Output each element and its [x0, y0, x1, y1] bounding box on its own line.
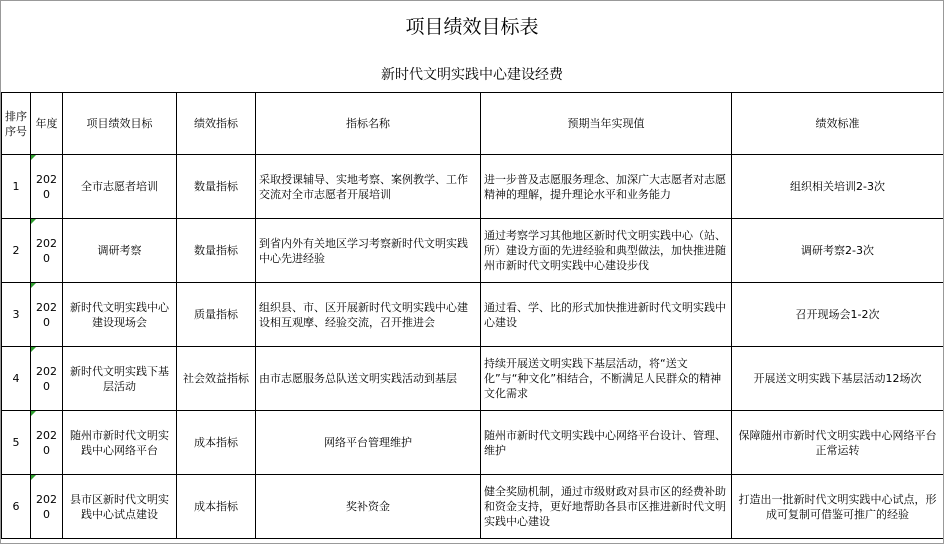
cell-goal[interactable]: 随州市新时代文明实践中心网络平台 [63, 411, 177, 475]
cell-no[interactable]: 6 [2, 475, 31, 539]
green-triangle-icon [31, 475, 36, 480]
green-triangle-icon [31, 219, 36, 224]
cell-no[interactable]: 4 [2, 347, 31, 411]
header-goal[interactable]: 项目绩效目标 [63, 93, 177, 155]
cell-standard[interactable]: 组织相关培训2-3次 [732, 155, 944, 219]
cell-year[interactable] [31, 347, 63, 411]
cell-no[interactable]: 1 [2, 155, 31, 219]
cell-year[interactable] [31, 283, 63, 347]
cell-name[interactable]: 组织县、市、区开展新时代文明实践中心建设相互观摩、经验交流，召开推进会 [256, 283, 481, 347]
cell-no[interactable]: 3 [2, 283, 31, 347]
cell-expected[interactable]: 健全奖励机制，通过市级财政对县市区的经费补助和资金支持，更好地帮助各县市区推进新时代文明实践中心建设 [481, 475, 732, 539]
cell-name[interactable]: 到省内外有关地区学习考察新时代文明实践中心先进经验 [256, 219, 481, 283]
table-row [2, 475, 944, 539]
green-triangle-icon [31, 155, 36, 160]
header-no[interactable]: 排序序号 [2, 93, 31, 155]
cell-standard[interactable]: 保障随州市新时代文明实践中心网络平台正常运转 [732, 411, 944, 475]
cell-goal[interactable]: 县市区新时代文明实践中心试点建设 [63, 475, 177, 539]
cell-year[interactable] [31, 475, 63, 539]
header-row [2, 93, 944, 155]
year-value: 2020 [36, 236, 57, 265]
header-name[interactable]: 指标名称 [256, 93, 481, 155]
table-row [2, 283, 944, 347]
performance-table [1, 92, 944, 539]
cell-indicator[interactable]: 成本指标 [177, 411, 256, 475]
cell-expected[interactable]: 进一步普及志愿服务理念、加深广大志愿者对志愿精神的理解，提升理论水平和业务能力 [481, 155, 732, 219]
cell-name[interactable]: 采取授课辅导、实地考察、案例教学、工作交流对全市志愿者开展培训 [256, 155, 481, 219]
year-value: 2020 [36, 364, 57, 393]
cell-standard[interactable]: 调研考察2-3次 [732, 219, 944, 283]
cell-year[interactable] [31, 219, 63, 283]
cell-expected[interactable]: 通过看、学、比的形式加快推进新时代文明实践中心建设 [481, 283, 732, 347]
header-year[interactable]: 年度 [31, 93, 63, 155]
cell-indicator[interactable]: 质量指标 [177, 283, 256, 347]
header-indicator[interactable]: 绩效指标 [177, 93, 256, 155]
cell-name[interactable]: 网络平台管理维护 [256, 411, 481, 475]
cell-goal[interactable]: 新时代文明实践下基层活动 [63, 347, 177, 411]
cell-goal[interactable]: 调研考察 [63, 219, 177, 283]
year-value: 2020 [36, 300, 57, 329]
cell-no[interactable]: 5 [2, 411, 31, 475]
cell-standard[interactable]: 召开现场会1-2次 [732, 283, 944, 347]
sheet-subtitle: 新时代文明实践中心建设经费 [381, 67, 563, 83]
cell-name[interactable]: 由市志愿服务总队送文明实践活动到基层 [256, 347, 481, 411]
table-row [2, 219, 944, 283]
year-value: 2020 [36, 172, 57, 201]
cell-name[interactable]: 奖补资金 [256, 475, 481, 539]
table-row [2, 347, 944, 411]
table-row [2, 411, 944, 475]
cell-expected[interactable]: 持续开展送文明实践下基层活动，将“送文化”与“种文化”相结合，不断满足人民群众的精神文化需求 [481, 347, 732, 411]
cell-indicator[interactable]: 数量指标 [177, 155, 256, 219]
cell-no[interactable]: 2 [2, 219, 31, 283]
green-triangle-icon [31, 347, 36, 352]
cell-indicator[interactable]: 成本指标 [177, 475, 256, 539]
table-row [2, 155, 944, 219]
sheet-title: 项目绩效目标表 [405, 15, 539, 38]
cell-standard[interactable]: 打造出一批新时代文明实践中心试点，形成可复制可借鉴可推广的经验 [732, 475, 944, 539]
cell-year[interactable] [31, 411, 63, 475]
header-expected[interactable]: 预期当年实现值 [481, 93, 732, 155]
cell-indicator[interactable]: 社会效益指标 [177, 347, 256, 411]
year-value: 2020 [36, 492, 57, 521]
cell-indicator[interactable]: 数量指标 [177, 219, 256, 283]
cell-expected[interactable]: 随州市新时代文明实践中心网络平台设计、管理、维护 [481, 411, 732, 475]
cell-standard[interactable]: 开展送文明实践下基层活动12场次 [732, 347, 944, 411]
year-value: 2020 [36, 428, 57, 457]
green-triangle-icon [31, 283, 36, 288]
cell-goal[interactable]: 新时代文明实践中心建设现场会 [63, 283, 177, 347]
cell-goal[interactable]: 全市志愿者培训 [63, 155, 177, 219]
green-triangle-icon [31, 411, 36, 416]
header-standard[interactable]: 绩效标准 [732, 93, 944, 155]
cell-expected[interactable]: 通过考察学习其他地区新时代文明实践中心（站、所）建设方面的先进经验和典型做法，加快推进随州市新时代文明实践中心建设步伐 [481, 219, 732, 283]
cell-year[interactable] [31, 155, 63, 219]
